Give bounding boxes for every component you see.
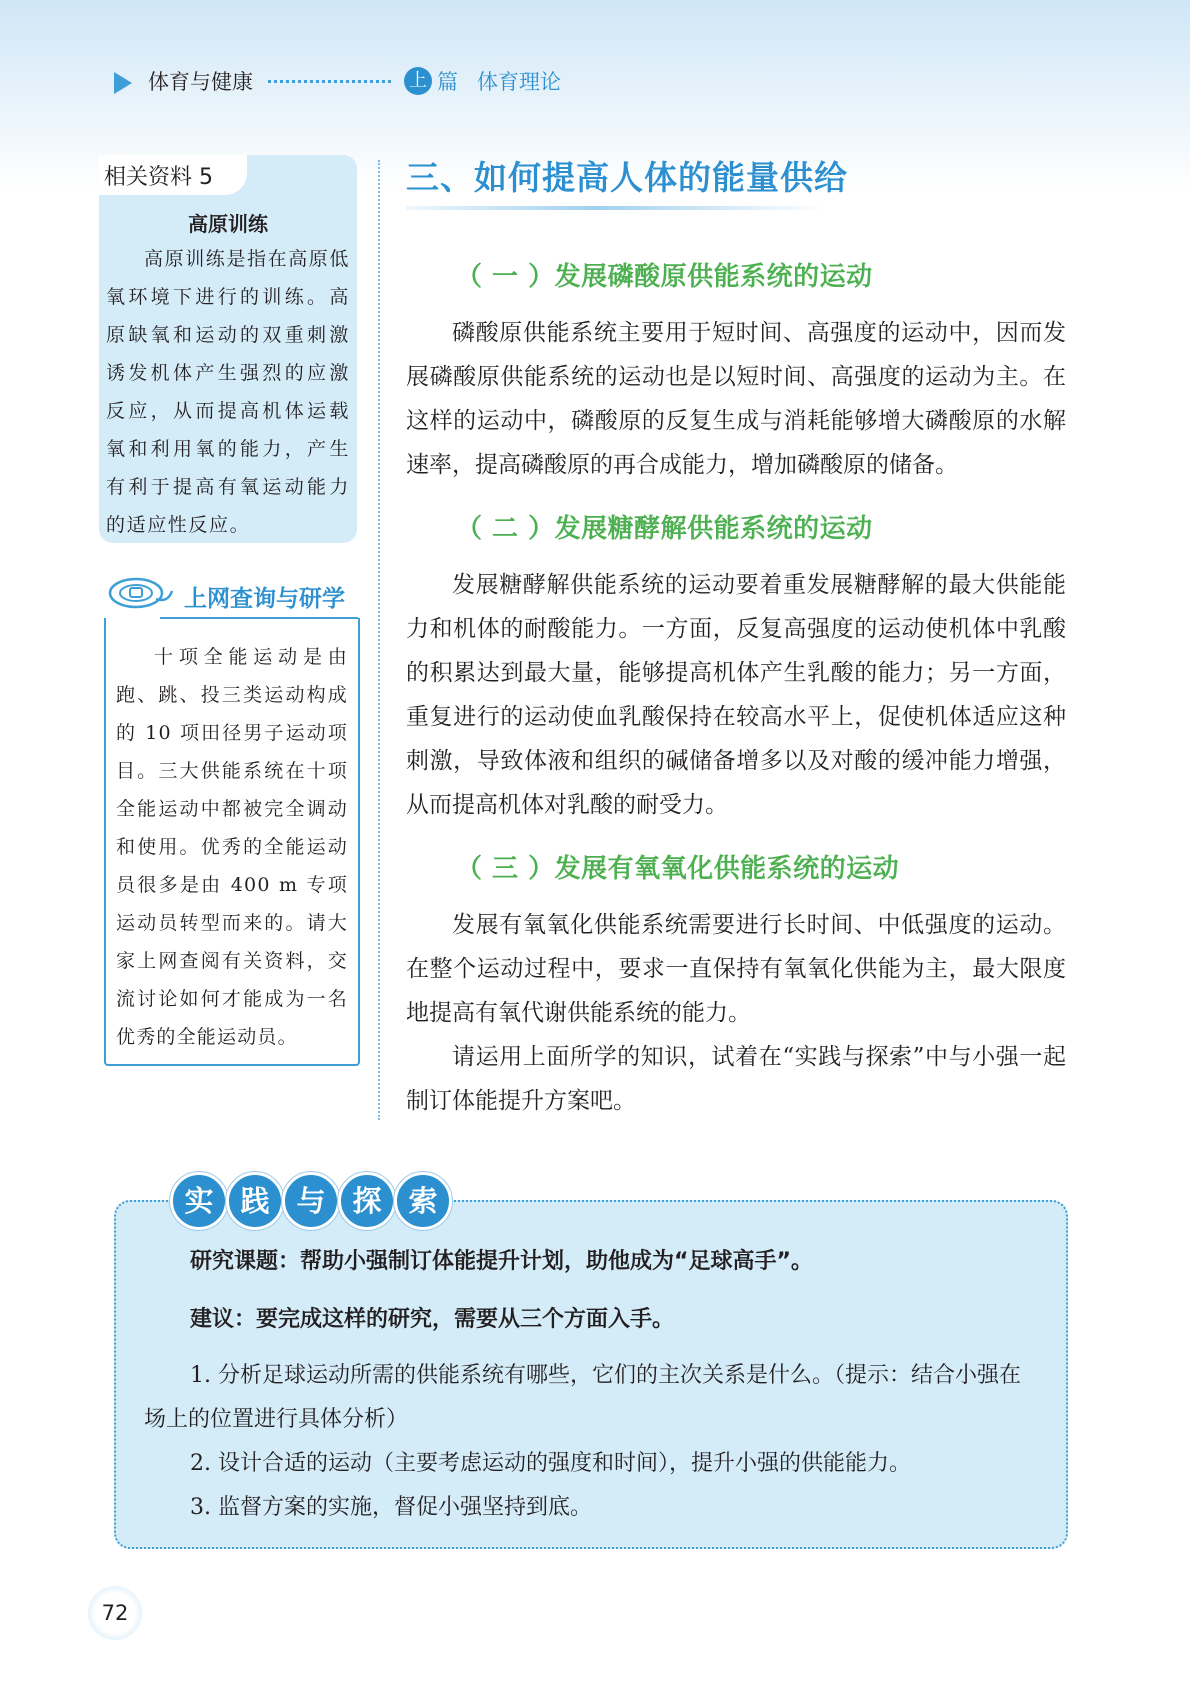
part-circle-badge: 上	[404, 67, 432, 95]
practice-badge: 与	[282, 1172, 340, 1230]
related-material-title: 高原训练	[188, 212, 268, 236]
section-title: 三、如何提高人体的能量供给	[406, 158, 848, 197]
column-divider	[378, 160, 380, 1120]
computer-mouse-icon	[106, 573, 176, 613]
paragraph-glycolysis: 发展糖酵解供能系统的运动要着重发展糖酵解的最大供能能力和机体的耐酸能力。一方面，反复高强度的运动使机体中乳酸的积累达到最大量，能够提高机体产生乳酸的能力；另一方面，重复进行的运动使血乳酸保持在较高水平上，促使机体适应这种刺激，导致体液和组织的碱储备增多以及对酸的缓冲能力增强，从而提高机体对乳酸的耐受力。	[406, 572, 1066, 818]
title-underline	[406, 206, 826, 210]
practice-item: 1. 分析足球运动所需的供能系统有哪些，它们的主次关系是什么。（提示：结合小强在场上的位置进行具体分析）	[144, 1363, 1021, 1432]
practice-badge: 践	[226, 1172, 284, 1230]
paragraph-aerobic: 发展有氧氧化供能系统需要进行长时间、中低强度的运动。在整个运动过程中，要求一直保持有氧氧化供能为主，最大限度地提高有氧代谢供能系统的能力。	[406, 912, 1066, 1026]
practice-item: 3. 监督方案的实施，督促小强坚持到底。	[190, 1495, 592, 1520]
practice-badge: 探	[338, 1172, 396, 1230]
part-suffix: 篇	[437, 70, 458, 94]
paragraph-prompt: 请运用上面所学的知识，试着在“实践与探索”中与小强一起制订体能提升方案吧。	[406, 1044, 1066, 1114]
paragraph-phosphagen: 磷酸原供能系统主要用于短时间、高强度的运动中，因而发展磷酸原供能系统的运动也是以短时间、高强度的运动为主。在这样的运动中，磷酸原的反复生成与消耗能够增大磷酸原的水解速率，提高磷酸原的再合成能力，增加磷酸原的储备。	[406, 320, 1066, 478]
subheading-glycolysis: （ 二 ）发展糖酵解供能系统的运动	[456, 514, 873, 544]
dotted-leader	[268, 80, 391, 83]
running-head-book-title: 体育与健康	[148, 70, 253, 94]
page-number: 72	[88, 1586, 142, 1640]
running-head-section: 体育理论	[477, 70, 561, 94]
subheading-aerobic: （ 三 ）发展有氧氧化供能系统的运动	[456, 854, 900, 884]
online-research-text: 十项全能运动是由跑、跳、投三类运动构成的 10 项田径男子运动项目。三大供能系统在十项全能运动中都被完全调动和使用。优秀的全能运动员很多是由 400 m 专项运动员转型而来的。请大家上网查阅有关资料，交流讨论如何才能成为一名优秀的全能运动员。	[116, 646, 348, 1048]
play-arrow-icon	[114, 72, 132, 94]
practice-topic: 研究课题：帮助小强制订体能提升计划，助他成为“足球高手”。	[190, 1249, 813, 1274]
practice-advice: 建议：要完成这样的研究，需要从三个方面入手。	[190, 1307, 675, 1332]
related-material-text: 高原训练是指在高原低氧环境下进行的训练。高原缺氧和运动的双重刺激诱发机体产生强烈的应激反应，从而提高机体运载氧和利用氧的能力，产生有利于提高有氧运动能力的适应性反应。	[106, 248, 351, 536]
related-material-label: 相关资料 5	[104, 165, 213, 190]
subheading-phosphagen: （ 一 ）发展磷酸原供能系统的运动	[456, 262, 873, 292]
practice-badge: 实	[170, 1172, 228, 1230]
practice-item-list	[144, 1354, 1040, 1530]
online-research-topline	[160, 617, 358, 619]
online-research-label: 上网查询与研学	[184, 586, 345, 612]
practice-item: 2. 设计合适的运动（主要考虑运动的强度和时间），提升小强的供能能力。	[190, 1451, 911, 1476]
practice-badge: 索	[394, 1172, 452, 1230]
